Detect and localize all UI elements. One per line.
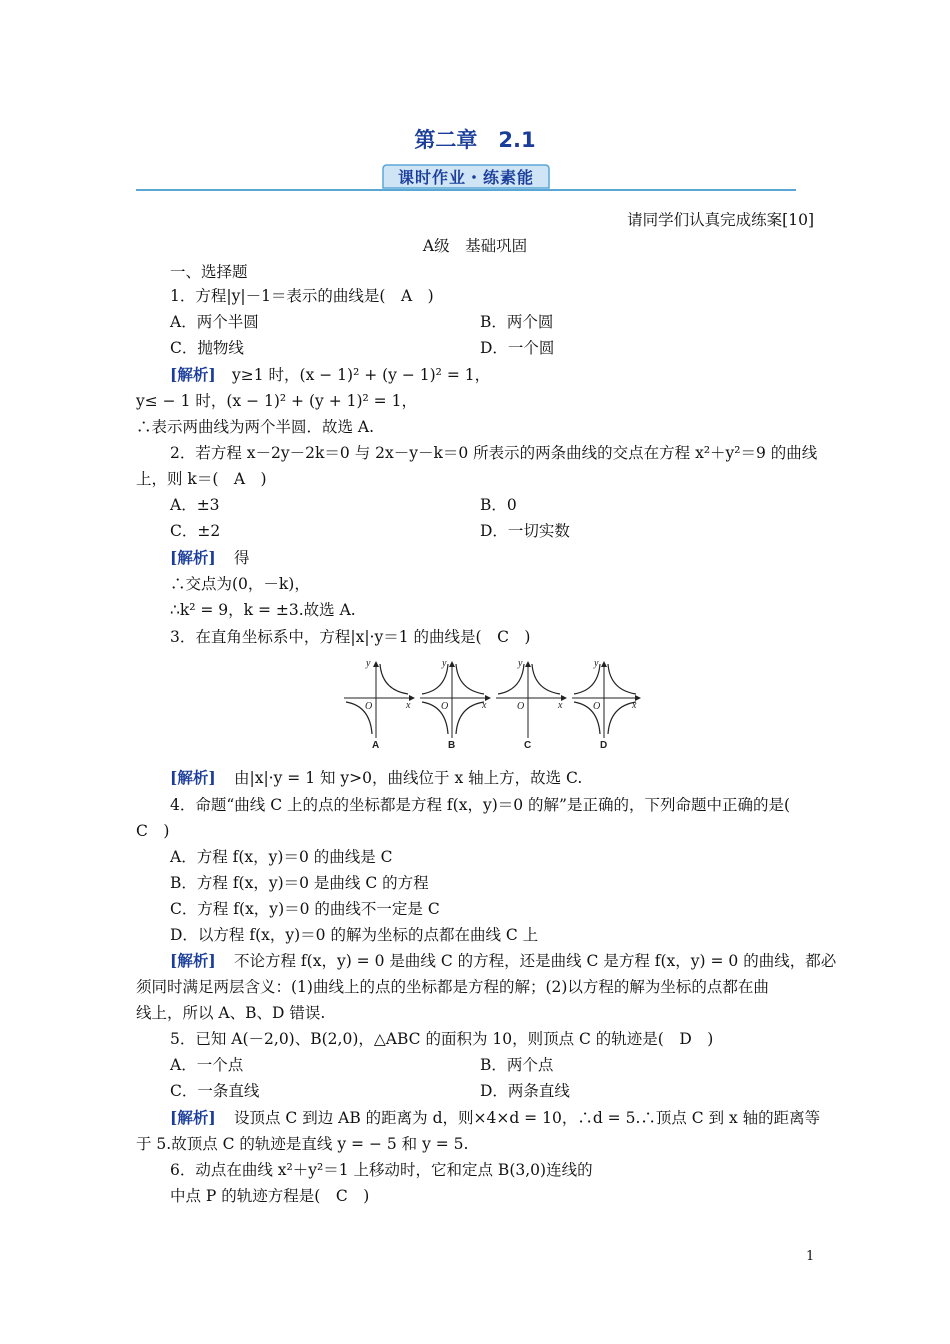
origin-label: O xyxy=(517,701,525,712)
question-5-stem: 5．已知 A(－2,0)、B(2,0)，△ABC 的面积为 10，则顶点 C 的轨迹是( D ) xyxy=(170,1030,714,1048)
q2-analysis-line-1: 得 xyxy=(234,549,250,567)
q4-analysis-line-1: 不论方程 f(x，y) = 0 是曲线 C 的方程，还是曲线 C 是方程 f(x，y) = 0 的曲线，都必 xyxy=(234,952,837,970)
axis-label-x: x xyxy=(632,700,637,711)
analysis-tag: [解析] xyxy=(170,951,216,970)
q2-option-c: C．±2 xyxy=(170,522,221,540)
analysis-tag: [解析] xyxy=(170,365,216,384)
graph-option-a xyxy=(344,662,414,738)
axis-label-x: x xyxy=(482,700,487,711)
q3-graph-figure xyxy=(338,652,644,754)
question-1-stem: 1．方程|y|－1＝表示的曲线是( A ) xyxy=(170,287,434,305)
q5-option-a: A．一个点 xyxy=(170,1056,244,1074)
question-3-stem: 3．在直角坐标系中，方程|x|·y＝1 的曲线是( C ) xyxy=(170,628,531,646)
question-6-stem-line-1: 6．动点在曲线 x²＋y²＝1 上移动时，它和定点 B(3,0)连线的 xyxy=(170,1161,593,1179)
q1-analysis-line-3: ∴表示两曲线为两个半圆．故选 A. xyxy=(136,418,375,436)
analysis-tag: [解析] xyxy=(170,768,216,787)
chapter-title: 第二章 2.1 xyxy=(414,128,536,152)
q5-analysis-line-2: 于 5.故顶点 C 的轨迹是直线 y = − 5 和 y = 5. xyxy=(136,1135,469,1153)
graph-option-b xyxy=(420,662,490,738)
q1-option-c: C．抛物线 xyxy=(170,339,244,357)
q5-analysis-line-1: 设顶点 C 到边 AB 的距离为 d，则×4×d = 10，∴d = 5.∴顶点 C 到 x 轴的距离等 xyxy=(234,1109,821,1127)
q1-option-d: D．一个圆 xyxy=(480,339,555,357)
banner-text: 课时作业・练素能 xyxy=(397,168,535,187)
section-banner xyxy=(381,163,551,190)
origin-label: O xyxy=(441,701,449,712)
q1-analysis-line-2: y≤ − 1 时，(x − 1)² + (y + 1)² = 1， xyxy=(136,392,417,410)
header-rule xyxy=(136,189,796,191)
axis-label-x: x xyxy=(558,700,563,711)
q5-option-d: D．两条直线 xyxy=(480,1082,570,1100)
section-heading: 一、选择题 xyxy=(170,263,248,281)
q4-option-c: C．方程 f(x，y)＝0 的曲线不一定是 C xyxy=(170,900,440,918)
q4-option-d: D．以方程 f(x，y)＝0 的解为坐标的点都在曲线 C 上 xyxy=(170,926,539,944)
graph-option-d xyxy=(572,662,640,738)
q2-option-b: B．0 xyxy=(480,496,517,514)
axis-label-x: x xyxy=(406,700,411,711)
axis-label-y: y xyxy=(594,658,599,669)
q2-option-a: A．±3 xyxy=(170,496,220,514)
graph-label-c: C xyxy=(524,740,532,751)
q3-analysis: 由|x|·y = 1 知 y>0，曲线位于 x 轴上方，故选 C. xyxy=(234,769,583,787)
origin-label: O xyxy=(593,701,601,712)
analysis-tag: [解析] xyxy=(170,1108,216,1127)
exercise-note: 请同学们认真完成练案[10] xyxy=(627,211,814,229)
question-6-stem-line-2: 中点 P 的轨迹方程是( C ) xyxy=(170,1187,370,1205)
page-number: 1 xyxy=(806,1249,815,1264)
q1-option-b: B．两个圆 xyxy=(480,313,554,331)
q2-analysis-line-2: ∴交点为(0，－k)， xyxy=(170,575,310,593)
origin-label: O xyxy=(365,701,373,712)
q2-option-d: D．一切实数 xyxy=(480,522,570,540)
graph-label-b: B xyxy=(448,740,456,751)
graph-label-a: A xyxy=(372,740,380,751)
question-2-stem-line-2: 上，则 k＝( A ) xyxy=(136,470,267,488)
q4-analysis-line-2: 须同时满足两层含义：(1)曲线上的点的坐标都是方程的解；(2)以方程的解为坐标的点都在曲 xyxy=(136,978,769,996)
graph-label-d: D xyxy=(600,740,608,751)
axis-label-y: y xyxy=(366,658,371,669)
q5-option-b: B．两个点 xyxy=(480,1056,554,1074)
question-2-stem-line-1: 2．若方程 x－2y－2k＝0 与 2x－y－k＝0 所表示的两条曲线的交点在方程 x²＋y²＝9 的曲线 xyxy=(170,444,818,462)
q4-option-b: B．方程 f(x，y)＝0 是曲线 C 的方程 xyxy=(170,874,429,892)
q4-option-a: A．方程 f(x，y)＝0 的曲线是 C xyxy=(170,848,393,866)
q2-analysis-line-3: ∴k² = 9，k = ±3.故选 A. xyxy=(170,601,356,619)
axis-label-y: y xyxy=(518,658,523,669)
question-4-stem-line-2: C ) xyxy=(136,822,170,840)
q4-analysis-line-3: 线上，所以 A、B、D 错误. xyxy=(136,1004,326,1022)
graph-option-c xyxy=(496,662,566,738)
q5-option-c: C．一条直线 xyxy=(170,1082,260,1100)
question-4-stem-line-1: 4．命题“曲线 C 上的点的坐标都是方程 f(x，y)＝0 的解”是正确的，下列命题中正确的是( xyxy=(170,796,791,814)
analysis-tag: [解析] xyxy=(170,548,216,567)
q1-option-a: A．两个半圆 xyxy=(170,313,259,331)
axis-label-y: y xyxy=(442,658,447,669)
q1-analysis-line-1: y≥1 时，(x − 1)² + (y − 1)² = 1， xyxy=(232,366,491,384)
level-heading: A级 基础巩固 xyxy=(422,237,528,255)
